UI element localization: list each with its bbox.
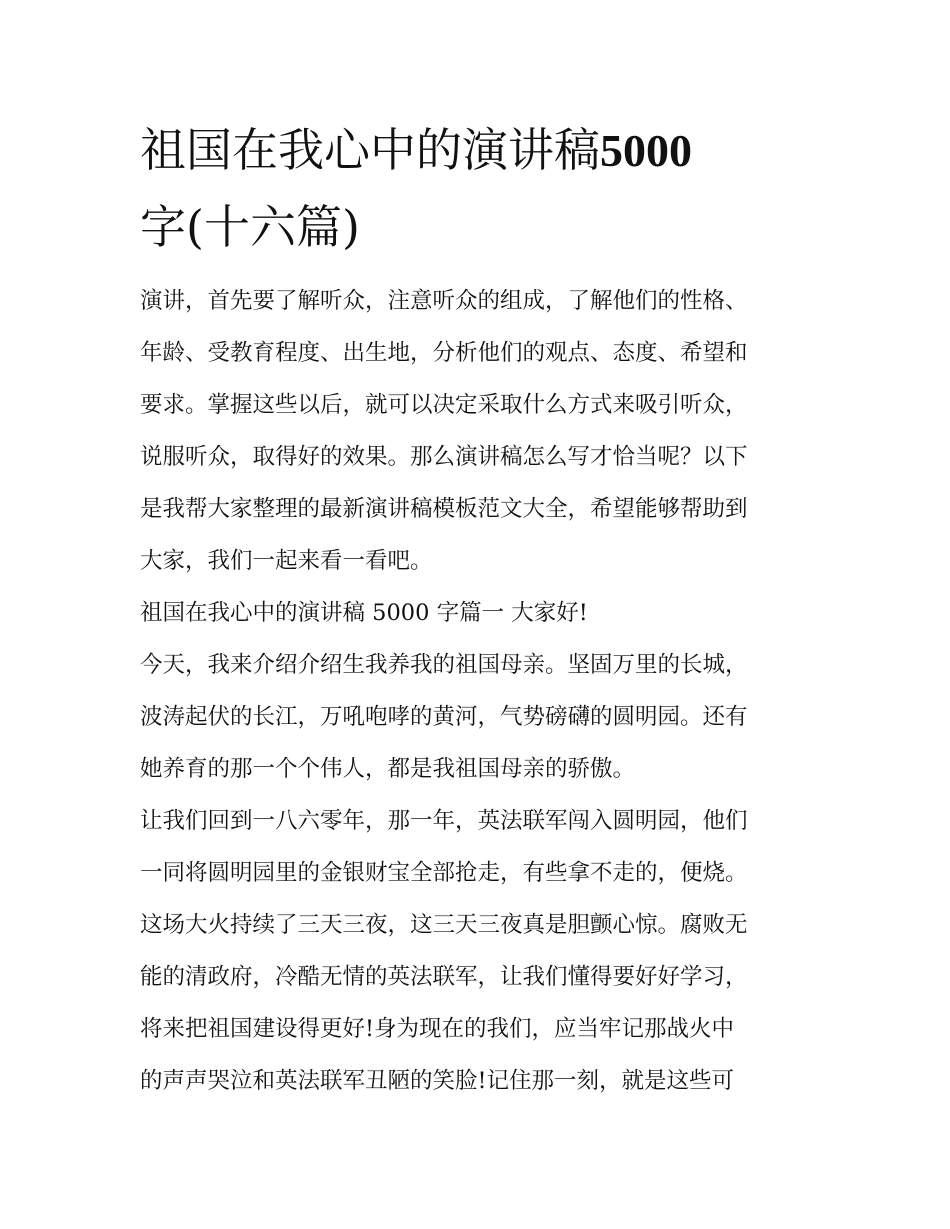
- title-text-line-2: 字(十六篇): [140, 200, 360, 254]
- document-body: [140, 275, 818, 1107]
- body-line: 这场大火持续了三天三夜，这三天三夜真是胆颤心惊。腐败无: [140, 912, 748, 938]
- body-line: 能的清政府，冷酷无情的英法联军，让我们懂得要好好学习，: [140, 964, 748, 990]
- body-line: 演讲，首先要了解听众，注意听众的组成，了解他们的性格、: [140, 288, 748, 314]
- title-number: 5000: [600, 125, 692, 176]
- body-line: 要求。掌握这些以后，就可以决定采取什么方式来吸引听众，: [140, 392, 748, 418]
- body-line: 大家，我们一起来看一看吧。: [140, 548, 433, 574]
- body-line: 一同将圆明园里的金银财宝全部抢走，有些拿不走的，便烧。: [140, 860, 748, 886]
- body-line: 的声声哭泣和英法联军丑陋的笑脸!记住那一刻，就是这些可: [140, 1068, 735, 1094]
- body-line: 是我帮大家整理的最新演讲稿模板范文大全，希望能够帮助到: [140, 496, 748, 522]
- body-line: 将来把祖国建设得更好!身为现在的我们，应当牢记那战火中: [140, 1016, 735, 1042]
- body-line: 年龄、受教育程度、出生地，分析他们的观点、态度、希望和: [140, 340, 748, 366]
- title-text: 祖国在我心中的演讲稿: [140, 123, 600, 177]
- body-line: 她养育的那一个个伟人，都是我祖国母亲的骄傲。: [140, 756, 636, 782]
- section-heading-line: 祖国在我心中的演讲稿 5000 字篇一 大家好!: [140, 600, 588, 626]
- body-line: 让我们回到一八六零年，那一年，英法联军闯入圆明园，他们: [140, 808, 748, 834]
- body-line: 波涛起伏的长江，万吼咆哮的黄河，气势磅礴的圆明园。还有: [140, 704, 748, 730]
- body-line: 说服听众，取得好的效果。那么演讲稿怎么写才恰当呢？以下: [140, 444, 748, 470]
- body-line: 今天，我来介绍介绍生我养我的祖国母亲。坚固万里的长城，: [140, 652, 748, 678]
- document-title: [140, 112, 820, 265]
